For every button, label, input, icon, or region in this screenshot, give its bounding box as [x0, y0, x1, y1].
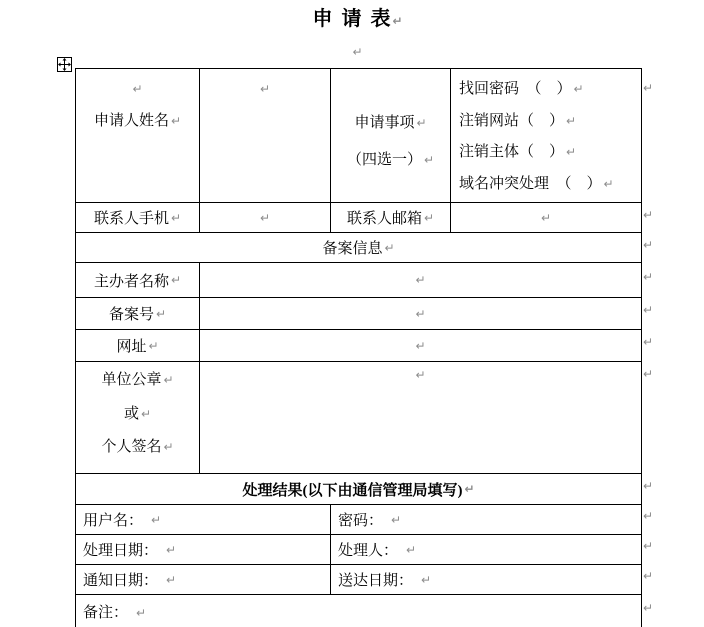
- row-applicant: [76, 69, 641, 203]
- process-date-cell[interactable]: [76, 535, 331, 564]
- row-end-paragraph-mark: ↵: [643, 208, 654, 222]
- paragraph-mark: ↵: [170, 210, 182, 225]
- option-domain-conflict-label: 域名冲突处理 （ ）: [459, 176, 602, 193]
- option-domain-conflict[interactable]: [459, 169, 641, 201]
- applicant-name-label: 申请人姓名: [93, 112, 169, 129]
- contact-phone-label-cell: [76, 203, 200, 232]
- paragraph-mark: ↵: [423, 153, 435, 167]
- paragraph-mark: ↵: [566, 113, 577, 128]
- paragraph-mark: ↵: [384, 240, 395, 255]
- row-notify-date: [76, 565, 641, 595]
- website-value-cell[interactable]: [200, 330, 641, 361]
- row-end-paragraph-mark: ↵: [643, 270, 654, 284]
- paragraph-mark: ↵: [132, 82, 143, 96]
- paragraph-mark: ↵: [140, 406, 152, 421]
- row-organizer: [76, 263, 641, 298]
- row-contact: [76, 203, 641, 233]
- seal-label-line3: 个人签名: [101, 439, 162, 455]
- remarks-label: 备注：: [83, 605, 129, 621]
- result-header: 处理结果(以下由通信管理局填写): [242, 482, 463, 499]
- paragraph-mark: ↵: [540, 210, 552, 225]
- website-label: 网址: [116, 339, 147, 355]
- row-signature: [76, 362, 641, 474]
- row-end-paragraph-mark: ↵: [643, 335, 654, 349]
- username-label: 用户名：: [83, 513, 144, 529]
- option-cancel-website[interactable]: [459, 106, 641, 138]
- password-label: 密码：: [338, 513, 384, 529]
- application-form-table: [75, 68, 642, 627]
- paragraph-mark: ↵: [163, 373, 174, 387]
- row-end-paragraph-mark: ↵: [643, 303, 654, 317]
- row-website: [76, 330, 641, 362]
- application-options-cell: [451, 69, 641, 202]
- delivery-date-label: 送达日期：: [338, 573, 414, 589]
- remarks-cell[interactable]: [76, 595, 641, 627]
- paragraph-mark: ↵: [259, 82, 271, 96]
- paragraph-mark: ↵: [421, 572, 432, 587]
- paragraph-mark: ↵: [352, 45, 363, 59]
- paragraph-mark: ↵: [566, 145, 577, 160]
- paragraph-mark: ↵: [603, 177, 614, 192]
- row-end-paragraph-mark: ↵: [643, 539, 654, 553]
- paragraph-mark: ↵: [416, 116, 427, 130]
- processor-label: 处理人：: [338, 543, 399, 559]
- row-end-paragraph-mark: ↵: [643, 238, 654, 252]
- paragraph-mark: ↵: [415, 306, 426, 321]
- applicant-name-value-cell[interactable]: [200, 69, 331, 202]
- seal-signature-label-cell: [76, 362, 200, 473]
- applicant-name-label-cell: [76, 69, 200, 202]
- row-end-paragraph-mark: ↵: [643, 479, 654, 493]
- page-title: [75, 2, 640, 31]
- paragraph-mark: ↵: [406, 542, 417, 557]
- paragraph-mark: ↵: [170, 113, 182, 128]
- paragraph-mark: ↵: [423, 210, 435, 225]
- application-matter-label-cell: [331, 69, 451, 202]
- row-process-date: [76, 535, 641, 565]
- paragraph-mark: ↵: [259, 210, 271, 225]
- paragraph-mark: ↵: [573, 82, 584, 96]
- filing-number-value-cell[interactable]: [200, 298, 641, 329]
- contact-email-label-cell: [331, 203, 451, 232]
- row-result-header: [76, 474, 641, 505]
- paragraph-mark: ↵: [415, 368, 426, 382]
- paragraph-mark: ↵: [464, 482, 475, 496]
- filing-info-header-cell: [76, 233, 641, 262]
- option-retrieve-password[interactable]: [459, 74, 641, 106]
- matter-label-line1: 申请事项: [354, 115, 415, 131]
- paragraph-mark: ↵: [148, 338, 159, 353]
- process-date-label: 处理日期：: [83, 543, 159, 559]
- contact-phone-label: 联系人手机: [93, 211, 169, 227]
- delivery-date-cell[interactable]: [331, 565, 641, 594]
- organizer-name-label: 主办者名称: [93, 273, 169, 290]
- table-move-handle-icon[interactable]: [57, 57, 72, 72]
- row-filing-number: [76, 298, 641, 330]
- paragraph-mark: ↵: [155, 306, 167, 321]
- contact-email-label: 联系人邮箱: [346, 211, 422, 227]
- filing-info-header: 备案信息: [322, 241, 383, 257]
- contact-email-value-cell[interactable]: [451, 203, 641, 232]
- row-username-password: [76, 505, 641, 535]
- row-end-paragraph-mark: ↵: [643, 509, 654, 523]
- organizer-name-value-cell[interactable]: [200, 263, 641, 297]
- page-title-text: 申 请 表: [312, 8, 393, 30]
- paragraph-mark: ↵: [415, 338, 426, 353]
- option-cancel-website-label: 注销网站（ ）: [459, 112, 565, 129]
- matter-label-line2: （四选一）: [346, 152, 422, 168]
- password-cell[interactable]: [331, 505, 641, 534]
- filing-number-label: 备案号: [108, 307, 154, 323]
- paragraph-mark: ↵: [415, 273, 426, 287]
- row-filing-header: [76, 233, 641, 263]
- option-cancel-subject[interactable]: [459, 137, 641, 169]
- notify-date-label: 通知日期：: [83, 573, 159, 589]
- paragraph-mark: ↵: [170, 273, 182, 287]
- seal-label-line1: 单位公章: [101, 372, 162, 388]
- paragraph-mark: ↵: [136, 606, 147, 620]
- result-header-cell: [76, 474, 641, 504]
- paragraph-mark: ↵: [166, 572, 177, 587]
- paragraph-mark: ↵: [166, 542, 177, 557]
- website-label-cell: [76, 330, 200, 361]
- row-remarks: [76, 595, 641, 627]
- username-cell[interactable]: [76, 505, 331, 534]
- seal-label-line2: 或: [123, 405, 139, 422]
- organizer-name-label-cell: [76, 263, 200, 297]
- paragraph-mark: ↵: [392, 14, 403, 28]
- option-retrieve-password-label: 找回密码 （ ）: [459, 81, 572, 97]
- paragraph-mark: ↵: [163, 440, 174, 454]
- paragraph-mark: ↵: [391, 512, 402, 527]
- paragraph-mark: ↵: [151, 512, 162, 527]
- contact-phone-value-cell[interactable]: [200, 203, 331, 232]
- notify-date-cell[interactable]: [76, 565, 331, 594]
- empty-paragraph: [75, 44, 640, 61]
- filing-number-label-cell: [76, 298, 200, 329]
- row-end-paragraph-mark: ↵: [643, 601, 654, 615]
- option-cancel-subject-label: 注销主体（ ）: [459, 144, 565, 161]
- row-end-paragraph-mark: ↵: [643, 569, 654, 583]
- seal-signature-value-cell[interactable]: [200, 362, 641, 473]
- processor-cell[interactable]: [331, 535, 641, 564]
- row-end-paragraph-mark: ↵: [643, 367, 654, 381]
- row-end-paragraph-mark: ↵: [643, 81, 654, 95]
